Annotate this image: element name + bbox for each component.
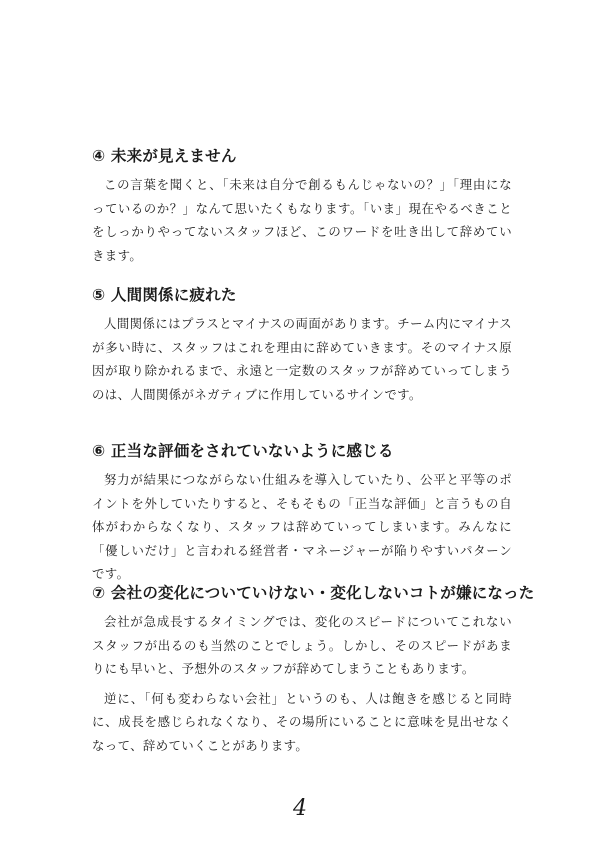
section-relationships — [92, 284, 512, 412]
section-paragraph: 会社が急成長するタイミングでは、変化のスピードについてこれないスタッフが出るのも当然のことでしょう。しかし、そのスピードがあまりにも早いと、予想外のスタッフが辞めてしまうこともあります。 — [92, 614, 512, 676]
section-paragraph: この言葉を聞くと、「未来は自分で創るもんじゃないの？」「理由になっているのか？」なんて思いたくもなります。「いま」現在やるべきことをしっかりやってないスタッフほど、このワードを吐き出して辞めていきます。 — [92, 177, 512, 263]
page-number: 4 — [293, 796, 307, 821]
section-future — [92, 145, 512, 273]
section-heading: ⑤ 人間関係に疲れた — [92, 286, 237, 304]
section-heading: ④ 未来が見えません — [92, 147, 237, 165]
section-paragraph: 逆に、「何も変わらない会社」というのも、人は飽きを感じると同時に、成長を感じられなくなり、その場所にいることに意味を見出せなくなって、辞めていくことがあります。 — [92, 690, 512, 753]
section-change — [92, 582, 535, 763]
section-heading: ⑥ 正当な評価をされていないように感じる — [92, 442, 394, 460]
section-heading: ⑦ 会社の変化についていけない・変化しないコトが嫌になった — [92, 584, 535, 602]
section-paragraph: 人間関係にはプラスとマイナスの両面があります。チーム内にマイナスが多い時に、スタッフはこれを理由に辞めていきます。そのマイナス原因が取り除かれるまで、永遠と一定数のスタッフが辞めていってしまうのは、人間関係がネガティブに作用しているサインです。 — [92, 316, 512, 402]
section-paragraph: 努力が結果につながらない仕組みを導入していたり、公平と平等のポイントを外していたりすると、そもそもの「正当な評価」と言うもの自体がわからなくなり、スタッフは辞めていってしまいます。みんなに「優しいだけ」と言われる経営者・マネージャーが陥りやすいパターンです。 — [92, 472, 512, 581]
section-evaluation — [92, 440, 512, 592]
